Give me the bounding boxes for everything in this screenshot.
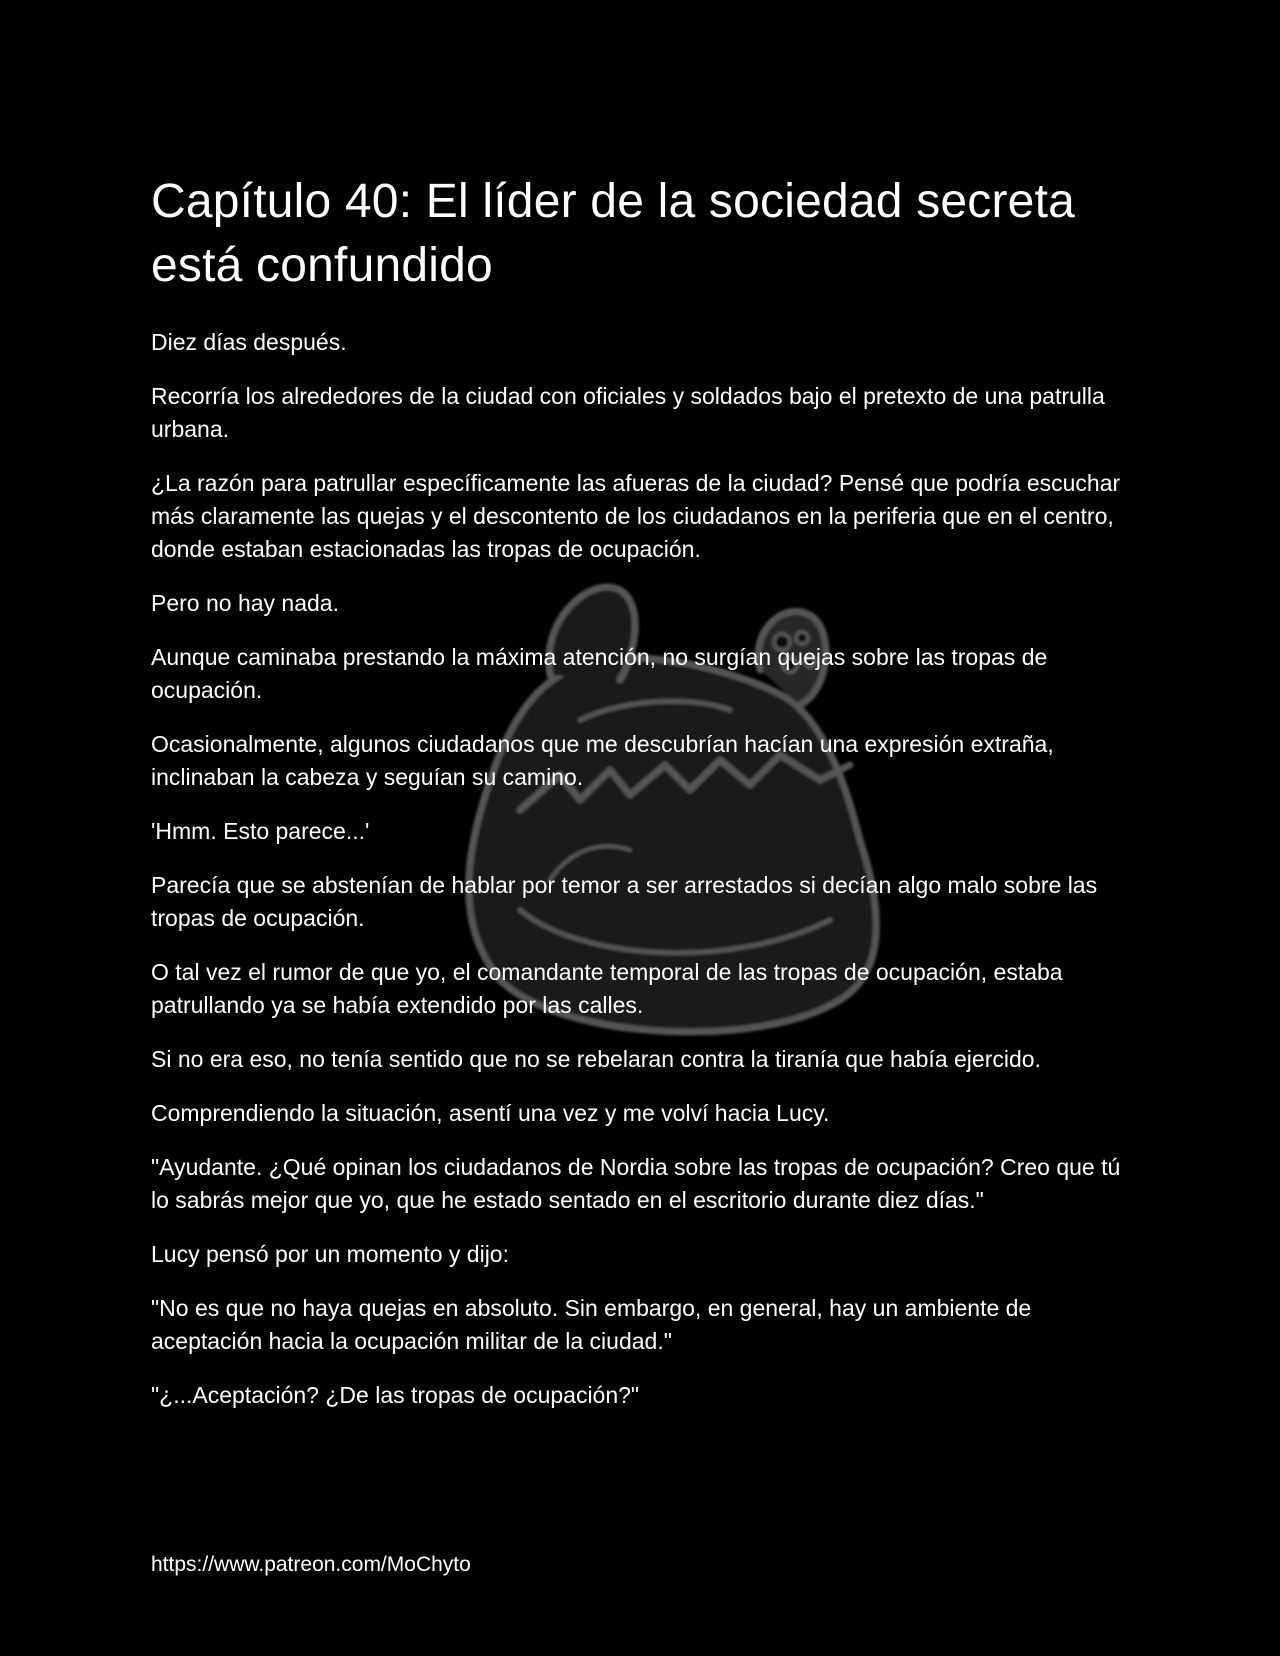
paragraph: O tal vez el rumor de que yo, el comandante temporal de las tropas de ocupación, estaba patrullando ya se había extendido por las calles. (151, 959, 1063, 1018)
paragraph: 'Hmm. Esto parece...' (151, 818, 370, 844)
paragraph: Aunque caminaba prestando la máxima atención, no surgían quejas sobre las tropas de ocupación. (151, 644, 1048, 703)
paragraph: Ocasionalmente, algunos ciudadanos que me descubrían hacían una expresión extraña, inclinaban la cabeza y seguían su camino. (151, 731, 1054, 790)
document-page (151, 170, 1141, 1433)
paragraph: Diez días después. (151, 329, 347, 355)
footer-link[interactable]: https://www.patreon.com/MoChyto (151, 1553, 471, 1576)
chapter-title: Capítulo 40: El líder de la sociedad secreta está confundido (151, 175, 1076, 292)
paragraph: Parecía que se abstenían de hablar por temor a ser arrestados si decían algo malo sobre las tropas de ocupación. (151, 872, 1098, 931)
paragraph: Pero no hay nada. (151, 590, 339, 616)
paragraph: "No es que no haya quejas en absoluto. Sin embargo, en general, hay un ambiente de aceptación hacia la ocupación militar de la ciudad." (151, 1295, 1032, 1354)
paragraph: Si no era eso, no tenía sentido que no se rebelaran contra la tiranía que había ejercido. (151, 1046, 1041, 1072)
paragraph: "¿...Aceptación? ¿De las tropas de ocupación?" (151, 1382, 640, 1408)
paragraph: Comprendiendo la situación, asentí una vez y me volví hacia Lucy. (151, 1100, 830, 1126)
paragraph: ¿La razón para patrullar específicamente las afueras de la ciudad? Pensé que podría escuchar más claramente las quejas y el descontento de los ciudadanos en la periferia que en el centro, donde estaban estacionadas las tropas de ocupación. (151, 470, 1121, 562)
paragraph: "Ayudante. ¿Qué opinan los ciudadanos de Nordia sobre las tropas de ocupación? Creo que tú lo sabrás mejor que yo, que he estado sentado en el escritorio durante diez días." (151, 1154, 1121, 1213)
paragraph: Lucy pensó por un momento y dijo: (151, 1241, 509, 1267)
paragraph: Recorría los alrededores de la ciudad con oficiales y soldados bajo el pretexto de una patrulla urbana. (151, 383, 1105, 442)
